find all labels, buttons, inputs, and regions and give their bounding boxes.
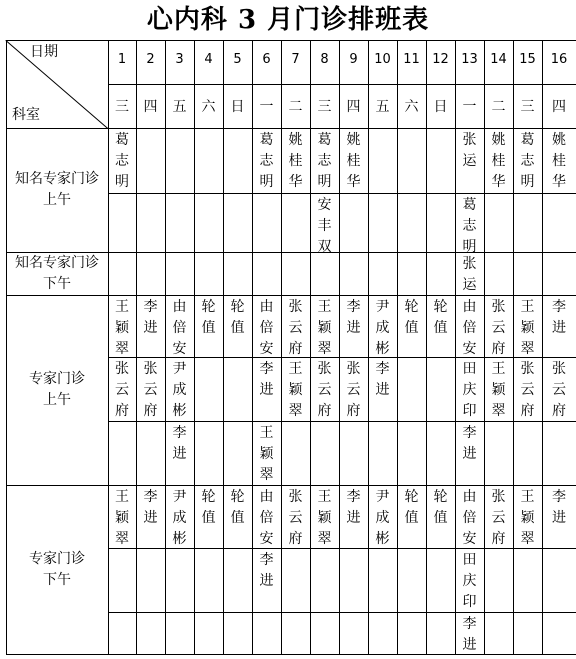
doctor-assignment: 张 云 府 [288,489,303,547]
doctor-assignment: 葛 志 明 [520,132,535,190]
doctor-assignment: 轮 值 [230,299,245,336]
weekday-header: 四 [143,99,158,115]
doctor-assignment: 张 运 [462,132,477,169]
doctor-assignment: 尹 成 彬 [375,489,390,547]
weekday-header: 五 [375,99,390,115]
weekday-header: 三 [520,99,535,115]
doctor-assignment: 王 颖 翠 [520,489,535,547]
doctor-assignment: 田 庆 印 [462,361,477,419]
doctor-assignment: 葛 志 明 [317,132,332,190]
doctor-assignment: 王 颖 翠 [259,425,274,483]
doctor-assignment: 李 进 [143,489,158,526]
doctor-assignment: 轮 值 [230,489,245,526]
date-header: 2 [146,52,155,67]
doctor-assignment: 由 倍 安 [462,489,477,547]
date-header: 4 [204,52,213,67]
page-title: 心内科 3 月门诊排班表 [146,5,430,35]
doctor-assignment: 由 倍 安 [462,299,477,357]
doctor-assignment: 张 云 府 [346,361,361,419]
doctor-assignment: 由 倍 安 [259,489,274,547]
doctor-assignment: 王 颖 翠 [288,361,303,419]
doctor-assignment: 王 颖 翠 [317,489,332,547]
doctor-assignment: 李 进 [552,489,566,526]
weekday-header: 日 [230,99,245,115]
doctor-assignment: 李 进 [462,425,477,462]
doctor-assignment: 由 倍 安 [259,299,274,357]
doctor-assignment: 王 颖 翠 [115,489,129,547]
department-label: 专家门诊 上午 [29,371,85,408]
doctor-assignment: 张 云 府 [288,299,303,357]
date-header: 10 [374,52,391,67]
doctor-assignment: 张 云 府 [552,361,566,419]
corner-label-date: 日期 [30,44,58,60]
weekday-header: 四 [346,99,361,115]
doctor-assignment: 姚 桂 华 [288,132,303,190]
doctor-assignment: 李 进 [462,616,477,653]
weekday-header: 二 [288,99,303,115]
table-border-top [6,40,576,41]
date-header: 7 [291,52,300,67]
date-header: 11 [403,52,420,67]
doctor-assignment: 轮 值 [433,299,448,336]
row-divider [108,193,576,194]
doctor-assignment: 王 颖 翠 [115,299,129,357]
weekday-header: 三 [317,99,332,115]
date-header: 9 [349,52,358,67]
department-label: 知名专家门诊 下午 [15,254,99,292]
weekday-header: 日 [433,99,448,115]
doctor-assignment: 尹 成 彬 [375,299,390,357]
doctor-assignment: 田 庆 印 [462,552,477,610]
doctor-assignment: 姚 桂 华 [491,132,506,190]
doctor-assignment: 张 云 府 [520,361,535,419]
row-divider [108,612,576,613]
doctor-assignment: 轮 值 [404,299,419,336]
doctor-assignment: 姚 桂 华 [552,132,566,190]
doctor-assignment: 王 颖 翠 [520,299,535,357]
doctor-assignment: 李 进 [259,361,274,398]
doctor-assignment: 葛 志 明 [259,132,274,190]
doctor-assignment: 轮 值 [201,299,216,336]
doctor-assignment: 姚 桂 华 [346,132,361,190]
date-header: 13 [461,52,478,67]
date-header: 14 [490,52,507,67]
doctor-assignment: 李 进 [346,299,361,336]
doctor-assignment: 张 云 府 [143,361,158,419]
date-header: 6 [262,52,271,67]
doctor-assignment: 张 云 府 [491,299,506,357]
weekday-header: 三 [115,99,129,115]
doctor-assignment: 张 运 [462,256,477,293]
doctor-assignment: 张 云 府 [115,361,129,419]
doctor-assignment: 张 云 府 [317,361,332,419]
doctor-assignment: 尹 成 彬 [172,489,187,547]
doctor-assignment: 由 倍 安 [172,299,187,357]
date-header: 16 [550,52,568,67]
doctor-assignment: 轮 值 [433,489,448,526]
doctor-assignment: 李 进 [552,299,566,336]
weekday-header: 五 [172,99,187,115]
date-header: 12 [432,52,449,67]
table-border-bottom [6,654,576,655]
weekday-header: 六 [201,99,216,115]
doctor-assignment: 葛 志 明 [115,132,129,190]
corner-label-department: 科室 [12,107,40,123]
doctor-assignment: 安 丰 双 [317,197,332,255]
weekday-header: 一 [259,99,274,115]
date-header: 3 [175,52,184,67]
doctor-assignment: 尹 成 彬 [172,361,187,419]
header-divider [108,84,576,85]
doctor-assignment: 李 进 [375,361,390,398]
weekday-header: 六 [404,99,419,115]
date-header: 8 [320,52,329,67]
doctor-assignment: 李 进 [346,489,361,526]
weekday-header: 四 [552,99,566,115]
doctor-assignment: 葛 志 明 [462,197,477,255]
doctor-assignment: 王 颖 翠 [317,299,332,357]
weekday-header: 二 [491,99,506,115]
doctor-assignment: 轮 值 [201,489,216,526]
doctor-assignment: 李 进 [172,425,187,462]
department-label: 知名专家门诊 上午 [15,171,99,208]
doctor-assignment: 张 云 府 [491,489,506,547]
department-label: 专家门诊 下午 [29,550,85,588]
date-header: 1 [117,52,127,67]
weekday-header: 一 [462,99,477,115]
doctor-assignment: 李 进 [259,552,274,589]
doctor-assignment: 轮 值 [404,489,419,526]
doctor-assignment: 李 进 [143,299,158,336]
date-header: 5 [233,52,242,67]
doctor-assignment: 王 颖 翠 [491,361,506,419]
date-header: 15 [519,52,536,67]
